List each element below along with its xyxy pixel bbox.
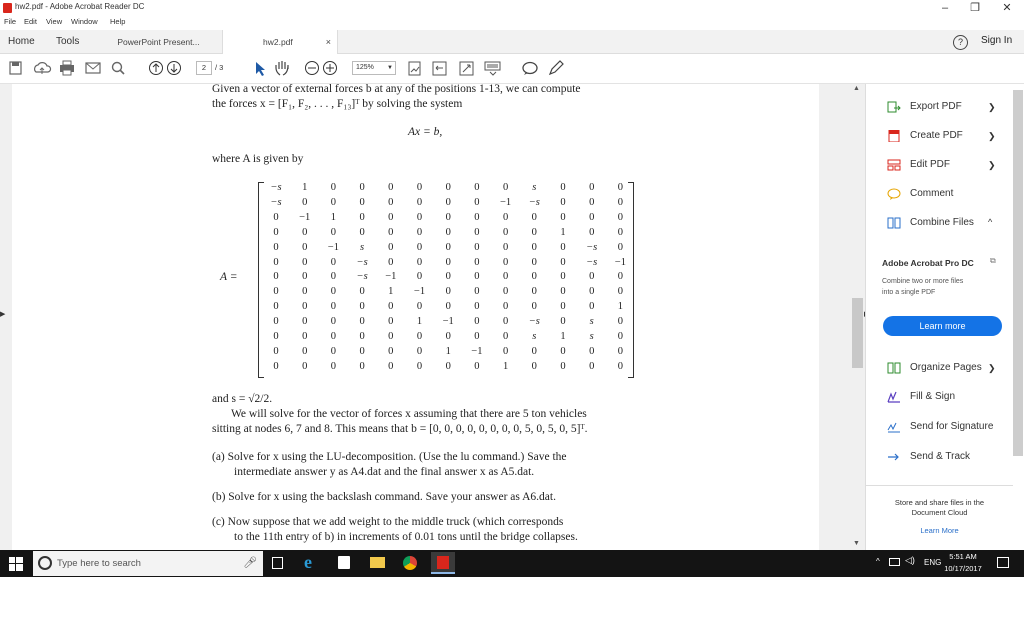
matrix-cell: 0 (445, 286, 451, 298)
matrix-cell: 1 (416, 316, 423, 328)
matrix-cell: 0 (617, 211, 624, 223)
comment-icon[interactable] (523, 63, 537, 76)
matrix-cell: 0 (302, 226, 308, 238)
export-pdf-chevron-icon[interactable]: ❯ (988, 102, 996, 112)
matrix-cell: 0 (359, 360, 365, 372)
menu-file[interactable]: File (4, 17, 17, 26)
matrix-cell: 0 (617, 271, 624, 283)
matrix-cell: s (532, 182, 537, 193)
matrix-cell: 0 (359, 211, 365, 223)
left-panel-toggle-icon[interactable]: ▶ (0, 311, 6, 318)
tab-hw2-label: hw2.pdf (263, 37, 293, 47)
matrix-cell: 1 (302, 182, 308, 193)
matrix-cell: 0 (474, 226, 480, 238)
promo-text-line1: Combine two or more files (882, 278, 964, 285)
matrix-cell: 1 (560, 226, 566, 238)
doc-part-a-line1: (a) Solve for x using the LU-decomposition. (Use the lu command.) Save the (212, 451, 567, 463)
matrix-cell: −s (586, 256, 598, 268)
hand-tool-icon[interactable] (276, 61, 288, 75)
matrix-cell: 0 (359, 286, 365, 298)
language-indicator[interactable]: ENG (924, 558, 942, 567)
window-title: hw2.pdf - Adobe Acrobat Reader DC (15, 2, 145, 11)
doc-part-c-line2: to the 11th entry of b) in increments of 0.01 tons until the bridge collapses. (234, 531, 578, 543)
matrix-cell: −s (528, 316, 540, 328)
chevron-down-icon: ▼ (387, 65, 393, 71)
matrix-cell: 0 (388, 345, 394, 357)
matrix-cell: 0 (531, 360, 537, 372)
edit-pdf-label: Edit PDF (910, 159, 951, 170)
matrix-cell: 0 (445, 226, 451, 238)
tab-hw2-pdf[interactable] (222, 30, 338, 55)
matrix-cell: −1 (614, 256, 626, 268)
print-icon[interactable] (60, 61, 74, 75)
menu-bar (0, 16, 1024, 30)
panel-divider (866, 485, 1013, 486)
matrix-cell: 0 (416, 182, 423, 193)
matrix-cell: −s (270, 196, 282, 208)
matrix-cell: 0 (617, 196, 624, 208)
select-cursor-icon[interactable] (256, 62, 265, 76)
matrix-cell: 0 (589, 211, 595, 223)
matrix-cell: 0 (531, 211, 537, 223)
fill-sign-icon (887, 391, 901, 403)
matrix-cell: s (532, 331, 537, 342)
store-learn-more-link[interactable]: Learn More (920, 526, 959, 535)
combine-files-chevron-up-icon[interactable]: ^ (988, 217, 993, 227)
matrix-cell: 0 (388, 360, 394, 372)
matrix-cell: 0 (502, 241, 509, 253)
matrix-cell: 0 (302, 331, 308, 342)
document-scroll-thumb[interactable] (852, 298, 863, 368)
tray-chevron-icon[interactable]: ^ (876, 557, 880, 566)
edit-pdf-icon (887, 159, 901, 171)
matrix-cell: −s (356, 271, 368, 283)
matrix-cell: 0 (330, 360, 337, 372)
matrix-cell: 0 (445, 241, 451, 253)
matrix-cell: 0 (302, 271, 308, 283)
matrix-cell: 0 (388, 241, 394, 253)
matrix-cell: 0 (589, 286, 595, 298)
matrix-cell: 0 (502, 301, 509, 313)
matrix-cell: 0 (474, 211, 480, 223)
matrix-cell: 1 (445, 345, 451, 357)
matrix-cell: 0 (359, 316, 365, 328)
matrix-cell: 0 (617, 226, 624, 238)
matrix-cell: 0 (617, 345, 624, 357)
matrix-cell: 0 (474, 256, 480, 268)
matrix-cell: 0 (617, 331, 624, 342)
matrix-cell: 0 (502, 331, 509, 342)
previous-page-icon[interactable] (150, 62, 163, 75)
matrix-cell: 0 (302, 241, 308, 253)
microphone-icon[interactable]: 🎤︎ (243, 557, 257, 569)
tools-panel-scrollbar[interactable] (1013, 90, 1023, 456)
matrix-cell: 0 (388, 226, 394, 238)
matrix-cell: 0 (302, 256, 308, 268)
chrome-icon[interactable] (403, 556, 417, 570)
matrix-cell: 1 (502, 360, 509, 372)
matrix-cell: 0 (416, 196, 423, 208)
send-track-label: Send & Track (910, 451, 971, 462)
scroll-up-icon[interactable]: ▲ (853, 85, 860, 92)
edit-pdf-chevron-icon[interactable]: ❯ (988, 160, 996, 170)
tab-home[interactable]: Home (8, 36, 35, 47)
matrix-cell: 0 (388, 331, 394, 342)
matrix-cell: s (589, 316, 594, 328)
doc-line1: Given a vector of external forces b at any of the positions 1-13, we can compute (212, 83, 581, 95)
export-pdf-label: Export PDF (910, 101, 962, 112)
matrix-cell: 0 (502, 271, 509, 283)
matrix-cell: 0 (302, 301, 308, 313)
menu-help[interactable]: Help (110, 17, 126, 26)
matrix-cell: 0 (388, 316, 394, 328)
matrix-cell: 0 (474, 316, 480, 328)
matrix-cell: 0 (359, 331, 365, 342)
matrix-cell: 0 (589, 226, 595, 238)
menu-edit[interactable]: Edit (24, 17, 37, 26)
matrix-cell: 0 (531, 226, 537, 238)
doc-equation: Ax = b, (408, 126, 443, 138)
matrix-cell: 0 (589, 345, 595, 357)
matrix-cell: 0 (359, 226, 365, 238)
matrix-cell: 0 (531, 301, 537, 313)
matrix-cell: 0 (617, 286, 624, 298)
fit-width-icon[interactable] (433, 62, 446, 75)
matrix-cell: 0 (445, 211, 451, 223)
matrix-cell: 0 (273, 241, 279, 253)
zoom-value: 125% (356, 64, 374, 71)
full-screen-icon[interactable] (460, 62, 473, 75)
promo-close-icon[interactable]: ⧉ (990, 256, 996, 265)
matrix-cell: −1 (299, 211, 311, 223)
matrix-cell: s (589, 331, 594, 342)
acrobat-logo-icon (3, 3, 12, 13)
matrix-cell: 0 (416, 211, 423, 223)
matrix-cell: 0 (502, 211, 509, 223)
tab-bar (0, 30, 1024, 54)
store-text-line2: Document Cloud (911, 508, 968, 517)
volume-icon[interactable]: ◁) (905, 555, 915, 565)
matrix-cell: 0 (302, 345, 308, 357)
send-track-icon (887, 451, 901, 463)
matrix-cell: 0 (589, 271, 595, 283)
matrix-cell: 0 (416, 226, 423, 238)
matrix-cell: 0 (617, 241, 624, 253)
matrix-cell: 0 (273, 256, 279, 268)
send-signature-label: Send for Signature (910, 421, 994, 432)
matrix-cell: 0 (589, 360, 595, 372)
doc-para2-line1: We will solve for the vector of forces x assuming that there are 5 ton vehicles (231, 408, 587, 420)
upload-cloud-icon[interactable] (35, 63, 51, 74)
matrix-cell: 0 (445, 360, 451, 372)
save-icon[interactable] (10, 62, 21, 74)
matrix-cell: 0 (445, 331, 451, 342)
matrix-cell: 1 (617, 301, 624, 313)
create-pdf-label: Create PDF (910, 130, 963, 141)
matrix-cell: 0 (330, 331, 337, 342)
cortana-icon (38, 556, 52, 570)
matrix-cell: 0 (445, 256, 451, 268)
matrix-cell: 0 (445, 182, 451, 193)
page-number-input[interactable]: 2 (196, 61, 212, 75)
organize-pages-icon (887, 362, 901, 374)
matrix-cell: 0 (330, 271, 337, 283)
matrix-cell: 0 (474, 196, 480, 208)
create-pdf-icon (887, 130, 901, 142)
matrix-cell: 0 (531, 271, 537, 283)
store-icon[interactable] (338, 556, 350, 569)
matrix-cell: 0 (388, 256, 394, 268)
acrobat-taskbar-item[interactable] (431, 552, 455, 574)
fit-page-icon[interactable] (409, 62, 420, 75)
matrix-cell: 1 (330, 211, 337, 223)
matrix-cell: 0 (474, 301, 480, 313)
matrix-cell: 0 (359, 345, 365, 357)
matrix-cell: 0 (560, 360, 566, 372)
tab-tools[interactable]: Tools (56, 36, 80, 47)
matrix-cell: 0 (330, 286, 337, 298)
matrix-cell: 0 (474, 286, 480, 298)
create-pdf-chevron-icon[interactable]: ❯ (988, 131, 996, 141)
matrix-cell: s (360, 241, 365, 253)
matrix-cell: 0 (617, 360, 624, 372)
matrix-cell: 0 (474, 182, 480, 193)
clock-time[interactable]: 5:51 AM (949, 552, 977, 561)
matrix-cell: 0 (560, 286, 566, 298)
matrix-cell: 0 (502, 256, 509, 268)
matrix-cell: 0 (502, 226, 509, 238)
combine-files-label: Combine Files (910, 217, 974, 228)
matrix-cell: 0 (273, 360, 279, 372)
export-pdf-icon (887, 101, 901, 113)
read-mode-icon[interactable] (485, 62, 500, 75)
matrix-cell: 0 (416, 301, 423, 313)
send-signature-icon (887, 421, 901, 433)
matrix-cell: 0 (388, 182, 394, 193)
matrix-cell: 0 (416, 271, 423, 283)
matrix-cell: −1 (385, 271, 397, 283)
matrix-cell: 0 (330, 196, 337, 208)
matrix-cell: 0 (416, 256, 423, 268)
matrix-cell: 0 (474, 241, 480, 253)
matrix-cell: 0 (273, 226, 279, 238)
matrix-cell: 0 (474, 331, 480, 342)
windows-start-icon[interactable] (9, 557, 23, 571)
matrix-cell: 0 (388, 196, 394, 208)
matrix-cell: 0 (560, 196, 566, 208)
matrix-cell: 0 (359, 301, 365, 313)
organize-pages-chevron-icon[interactable]: ❯ (988, 363, 996, 373)
promo-title: Adobe Acrobat Pro DC (882, 258, 974, 268)
tab-powerpoint[interactable]: PowerPoint Present... (117, 37, 200, 47)
pen-icon[interactable] (550, 61, 563, 74)
matrix-cell: 0 (359, 196, 365, 208)
taskbar-search-box[interactable] (33, 551, 263, 576)
matrix-cell: 0 (416, 360, 423, 372)
matrix-cell: 1 (388, 286, 394, 298)
fill-sign-label: Fill & Sign (910, 391, 956, 402)
matrix-cell: 0 (531, 286, 537, 298)
matrix-cell: 0 (589, 301, 595, 313)
matrix-cell: −s (270, 182, 282, 193)
matrix-cell: 0 (589, 196, 595, 208)
matrix-cell: −s (356, 256, 368, 268)
matrix-cell: 0 (560, 241, 566, 253)
matrix-cell: 0 (445, 271, 451, 283)
menu-view[interactable]: View (46, 17, 63, 26)
matrix-cell: 0 (273, 271, 279, 283)
doc-part-a-line2: intermediate answer y as A4.dat and the final answer x as A5.dat. (234, 466, 535, 478)
matrix-cell: 0 (560, 301, 566, 313)
matrix-cell: 0 (474, 360, 480, 372)
next-page-icon[interactable] (168, 62, 181, 75)
below-screen-area (0, 577, 1024, 627)
matrix-cell: 0 (330, 316, 337, 328)
help-icon[interactable]: ? (953, 35, 968, 50)
doc-part-b: (b) Solve for x using the backslash command. Save your answer as A6.dat. (212, 491, 556, 503)
matrix-cell: 0 (416, 241, 423, 253)
menu-window[interactable]: Window (71, 17, 98, 26)
matrix-cell: 0 (330, 182, 337, 193)
task-view-icon[interactable] (272, 557, 283, 569)
matrix-cell: 0 (359, 182, 365, 193)
title-bar (0, 0, 1024, 16)
battery-icon[interactable] (889, 558, 900, 566)
matrix-cell: 0 (531, 345, 537, 357)
zoom-select[interactable] (352, 61, 396, 75)
combine-files-icon (887, 217, 901, 229)
comment-tool-icon (887, 188, 901, 200)
matrix-cell: −1 (327, 241, 339, 253)
matrix-cell: 0 (560, 271, 566, 283)
matrix-cell: −1 (413, 286, 426, 298)
matrix-cell: 0 (330, 345, 337, 357)
email-icon[interactable] (86, 63, 100, 73)
zoom-in-icon[interactable] (324, 62, 337, 75)
matrix-cell: −1 (471, 345, 483, 357)
matrix-cell: −s (528, 196, 540, 208)
matrix-cell: 0 (388, 211, 394, 223)
clock-date[interactable]: 10/17/2017 (944, 564, 982, 573)
matrix-cell: 0 (502, 316, 509, 328)
matrix-cell: 0 (531, 241, 537, 253)
doc-part-c-line1: (c) Now suppose that we add weight to the middle truck (which corresponds (212, 516, 564, 528)
doc-s-definition: and s = √2/2. (212, 393, 273, 405)
matrix-cell: 0 (531, 256, 537, 268)
matrix-label: A = (220, 271, 238, 283)
matrix-cell: −s (586, 241, 598, 253)
edge-browser-icon[interactable]: e (304, 552, 312, 572)
matrix-cell: 0 (502, 345, 509, 357)
matrix-cell: 0 (560, 256, 566, 268)
page-total: / 3 (215, 63, 224, 72)
matrix-cell: 0 (273, 345, 279, 357)
scroll-down-icon[interactable]: ▼ (853, 540, 860, 547)
matrix-cell: 0 (560, 182, 566, 193)
matrix-cell: 0 (445, 301, 451, 313)
store-text-line1: Store and share files in the (894, 498, 985, 507)
matrix-cell: 0 (474, 271, 480, 283)
matrix-cell: 0 (388, 301, 394, 313)
matrix-cell: −1 (442, 316, 454, 328)
matrix-cell: 0 (302, 316, 308, 328)
notifications-icon[interactable] (997, 557, 1009, 568)
doc-line2: the forces x = [F₁, F₂, . . . , F₁₃]ᵀ by solving the system (212, 98, 463, 110)
matrix-cell: 1 (560, 331, 566, 342)
doc-where: where A is given by (212, 153, 304, 165)
zoom-out-icon[interactable] (306, 62, 319, 75)
matrix-cell: 0 (416, 331, 423, 342)
comment-label: Comment (910, 188, 954, 199)
matrix-cell: 0 (330, 226, 337, 238)
matrix-cell: 0 (273, 286, 279, 298)
matrix-cell: 0 (273, 301, 279, 313)
sign-in-button[interactable]: Sign In (981, 35, 1013, 46)
matrix-cell: 0 (273, 211, 279, 223)
matrix-cell: 0 (617, 316, 624, 328)
matrix-a (262, 182, 636, 378)
promo-text-line2: into a single PDF (882, 289, 936, 296)
matrix-cell: 0 (330, 256, 337, 268)
matrix-cell: 0 (502, 182, 509, 193)
matrix-cell: 0 (560, 316, 566, 328)
close-window-button[interactable]: ✕ (1002, 2, 1012, 14)
matrix-cell: 0 (273, 331, 279, 342)
matrix-cell: 0 (589, 182, 595, 193)
file-explorer-icon[interactable] (370, 557, 385, 568)
matrix-cell: 0 (302, 360, 308, 372)
organize-pages-label: Organize Pages (910, 362, 982, 373)
search-placeholder: Type here to search (57, 558, 141, 569)
doc-para2-line2: sitting at nodes 6, 7 and 8. This means that b = [0, 0, 0, 0, 0, 0, 0, 0, 5, 0, 5, 0, 5]ᵀ. (212, 423, 588, 435)
matrix-cell: 0 (273, 316, 279, 328)
search-icon[interactable] (113, 63, 125, 75)
matrix-cell: −1 (500, 196, 512, 208)
matrix-cell: 0 (330, 301, 337, 313)
close-tab-icon[interactable]: × (325, 37, 331, 47)
matrix-cell: 0 (302, 196, 308, 208)
toolbar-icons-right (405, 59, 575, 79)
minimize-button[interactable]: – (941, 2, 949, 14)
acrobat-taskbar-icon (437, 556, 449, 569)
matrix-cell: 0 (416, 345, 423, 357)
matrix-cell: 0 (560, 211, 566, 223)
matrix-cell: 0 (560, 345, 566, 357)
matrix-cell: 0 (502, 286, 509, 298)
maximize-button[interactable]: ❐ (970, 2, 980, 14)
matrix-cell: 0 (617, 182, 624, 193)
matrix-cell: 0 (302, 286, 308, 298)
matrix-cell: 0 (445, 196, 451, 208)
learn-more-button[interactable]: Learn more (883, 316, 1002, 336)
